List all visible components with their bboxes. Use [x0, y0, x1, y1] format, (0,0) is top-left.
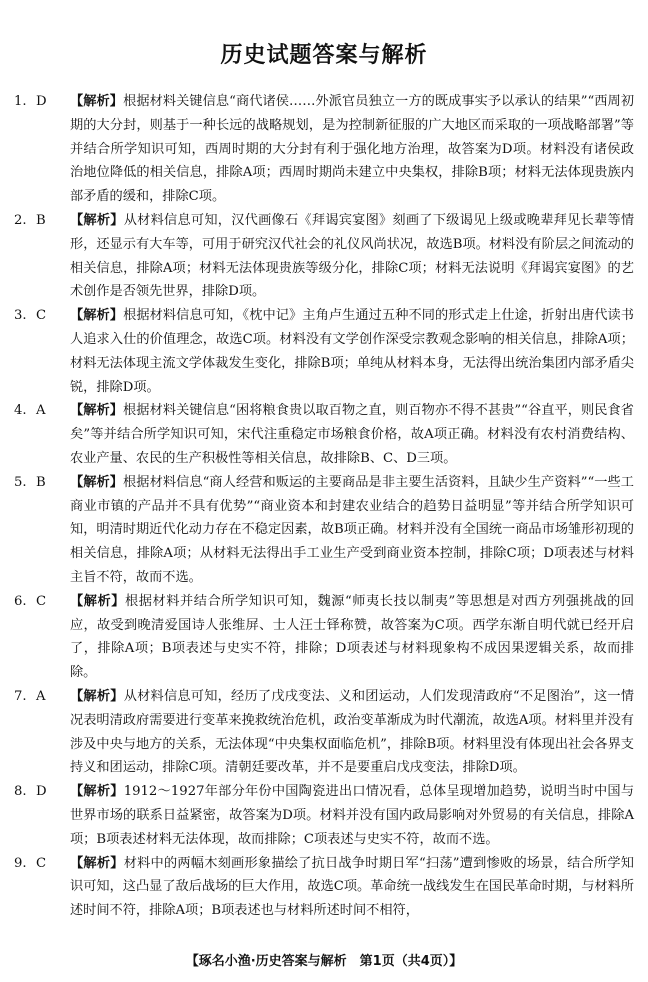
analysis-tag: 【解析】 — [70, 855, 124, 871]
analysis-text: 从材料信息可知，汉代画像石《拜谒宾宴图》刻画了下级谒见上级或晚辈拜见长辈等情形，还显示有大车等，可用于研究汉代社会的礼仪风尚状况，故选B项。材料没有阶层之间流动的相关信息，排除A项；材料无法体现贵族等级分化，排除C项；材料无法说明《拜谒宾宴图》的艺术创作是否领先世界，排除D项。 — [70, 212, 635, 300]
analysis-tag: 【解析】 — [70, 474, 124, 490]
question-number: 2. — [14, 212, 27, 228]
analysis-tag: 【解析】 — [70, 593, 125, 609]
question-number: 4. — [14, 403, 27, 419]
question-number: 8. — [14, 784, 27, 800]
question-number: 5. — [14, 474, 27, 490]
question-number: 1. — [14, 94, 27, 109]
analysis-text: 从材料信息可知，经历了戊戌变法、义和团运动，人们发现清政府“不足图治”，这一情况表明清政府需要进行变革来挽救统治危机，政治变革渐成为时代潮流，故选A项。材料里并没有涉及中央与地方的关系，无法体现“中央集权面临危机”，排除B项。材料里没有体现出社会各界支持义和团运动，排除C项。清朝廷要改革，并不是要重启戊戌变法，排除D项。 — [70, 688, 634, 776]
analysis-tag: 【解析】 — [70, 94, 124, 109]
question-number: 6. — [14, 593, 27, 609]
analysis-text: 根据材料并结合所学知识可知，魏源“师夷长技以制夷”等思想是对西方列强挑战的回应，故受到晚清爱国诗人张维屏、士人汪士铎称赞，故答案为C项。西学东渐自明代就已经开启了，排除A项；B项表述与史实不符，排除；D项表述与材料现象构不成因果逻辑关系，故而排除。 — [70, 593, 635, 681]
answer-letter: A — [36, 688, 46, 704]
analysis-tag: 【解析】 — [70, 212, 124, 228]
analysis-tag: 【解析】 — [70, 403, 124, 419]
analysis-text: 材料中的两幅木刻画形象描绘了抗日战争时期日军“扫荡”遭到惨败的场景，结合所学知识可知，这凸显了敌后战场的巨大作用，故选C项。革命统一战线发生在国民革命时期，与材料所述时间不符，排除A项；B项表述也与材料所述时间不相符， — [70, 855, 634, 919]
question-item — [14, 780, 634, 851]
analysis-tag: 【解析】 — [70, 784, 124, 800]
analysis-text: 根据材料关键信息“困将粮食贵以取百物之直，则百物亦不得不甚贵”“谷直平，则民食省矣”等并结合所学知识可知，宋代注重稳定市场粮食价格，故A项正确。材料没有农村消费结构、农业产量、农民的生产积极性等相关信息，故排除B、C、D三项。 — [70, 403, 634, 466]
answer-letter: D — [36, 94, 47, 109]
answer-letter: C — [36, 855, 47, 871]
answer-letter: B — [36, 474, 46, 490]
question-item — [14, 852, 634, 923]
question-item — [14, 399, 634, 470]
answer-letter: C — [36, 593, 47, 609]
analysis-text: 根据材料信息可知，《枕中记》主角卢生通过五种不同的形式走上仕途，折射出唐代读书人追求入仕的价值理念，故选C项。材料没有文学创作深受宗教观念影响的相关信息，排除A项；材料无法体现主流文学体裁发生变化，排除B项；单纯从材料本身，无法得出统治集团内部矛盾尖锐，排除D项。 — [70, 308, 634, 395]
question-item — [14, 590, 634, 685]
page-footer: 【琢名小渔·历史答案与解析 第1页（共4页）】 — [185, 954, 463, 969]
question-item — [14, 471, 634, 590]
question-item — [14, 209, 634, 304]
question-number: 9. — [14, 855, 27, 871]
question-item — [14, 304, 634, 399]
answer-letter: B — [36, 212, 46, 228]
analysis-text: 根据材料信息“商人经营和贩运的主要商品是非主要生活资料，且缺少生产资料”“一些工商业市镇的产品并不具有优势”“商业资本和封建农业结合的趋势日益明显”等并结合所学知识可知，明清时期近代化动力存在不稳定因素，故B项正确。材料并没有全国统一商品市场雏形初现的相关信息，排除A项；从材料无法得出手工业生产受到商业资本控制，排除C项；D项表述与材料主旨不符，故而不选。 — [70, 474, 634, 585]
question-number: 7. — [14, 688, 27, 704]
question-item — [14, 685, 634, 780]
analysis-tag: 【解析】 — [70, 688, 124, 704]
analysis-text: 根据材料关键信息“商代诸侯……外派官员独立一方的既成事实予以承认的结果”“西周初期的大分封，则基于一种长远的战略规划，是为控制新征服的广大地区而采取的一项战略部署”等并结合所学知识可知，西周时期的大分封有利于强化地方治理，故答案为D项。材料没有诸侯政治地位降低的相关信息，排除A项；西周时期尚未建立中央集权，排除B项；材料无法体现贵族内部矛盾的缓和，排除C项。 — [70, 94, 635, 205]
question-list — [14, 90, 634, 923]
answer-letter: A — [36, 403, 46, 419]
answer-letter: C — [36, 308, 47, 324]
question-item — [14, 90, 634, 209]
answer-letter: D — [36, 784, 47, 800]
question-number: 3. — [14, 308, 27, 324]
page-title: 历史试题答案与解析 — [220, 43, 428, 68]
analysis-tag: 【解析】 — [70, 308, 124, 324]
analysis-text: 1912～1927年部分年份中国陶瓷进出口情况看，总体呈现增加趋势，说明当时中国与世界市场的联系日益紧密，故答案为D项。材料并没有国内政局影响对外贸易的有关信息，排除A项；B项表述材料无法体现，故而排除；C项表述与史实不符，故而不选。 — [70, 784, 635, 847]
